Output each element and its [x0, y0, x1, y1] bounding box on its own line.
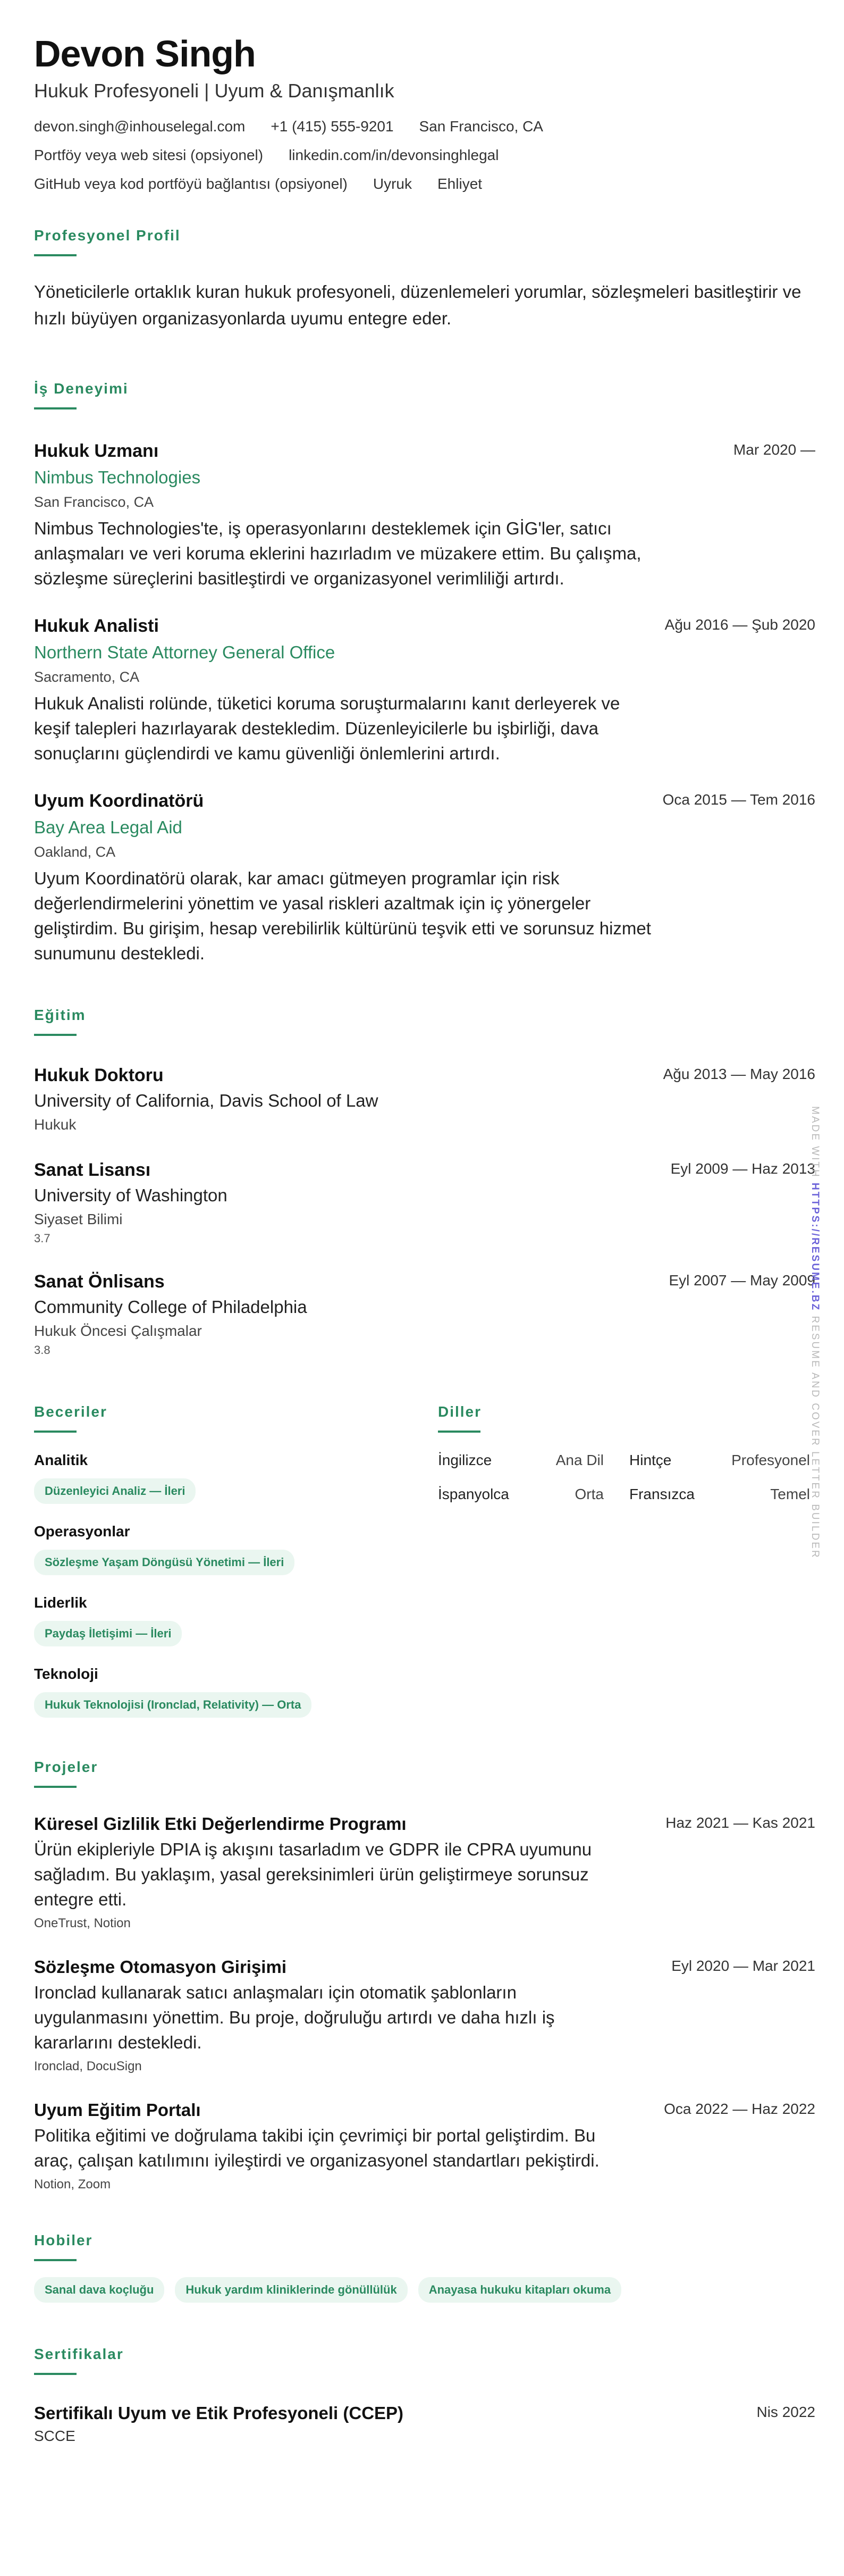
skills-section: [34, 1403, 438, 1718]
email-link[interactable]: devon.singh@inhouselegal.com: [34, 118, 246, 135]
project-date: Eyl 2020 — Mar 2021: [671, 1958, 815, 1974]
project-description: Politika eğitimi ve doğrulama takibi için çevrimiçi bir portal geliştirdim. Bu araç, çalışan katılımını iyileştirdi ve organizasyonel standartları pekiştirdi.: [34, 2126, 600, 2170]
section-divider: [34, 254, 77, 256]
hobby-chips: [34, 2277, 815, 2303]
education-date: Eyl 2007 — May 2009: [669, 1272, 815, 1289]
projects-section: [34, 1758, 815, 2193]
skill-chip-wrap: [34, 1692, 438, 1718]
language-name: Hintçe: [629, 1452, 672, 1468]
candidate-name: Devon Singh: [34, 33, 256, 74]
job-description: Hukuk Analisti rolünde, tüketici koruma soruşturmalarını kanıt derleyerek ve keşif talepleri hazırlayarak destekledim. Düzenleyicilerle bu işbirliği, dava sonuçlarını güçlendirdi ve kamu güvenliği önlemlerini artırdı.: [34, 693, 620, 763]
education-entry: [34, 1270, 815, 1358]
hobby-chip: Anayasa hukuku kitapları okuma: [418, 2277, 621, 2303]
skill-chip-wrap: [34, 1621, 438, 1646]
job-location: Oakland, CA: [34, 844, 116, 860]
language-level: Orta: [575, 1486, 604, 1502]
language-name: İspanyolca: [438, 1486, 509, 1502]
project-date: Oca 2022 — Haz 2022: [664, 2101, 815, 2117]
project-title: Küresel Gizlilik Etki Değerlendirme Programı: [34, 1814, 407, 1834]
language-item: [438, 1451, 619, 1470]
project-entry: [34, 2098, 815, 2193]
project-tools: OneTrust, Notion: [34, 1916, 131, 1930]
profile-summary: Yöneticilerle ortaklık kuran hukuk profesyoneli, düzenlemeleri yorumlar, sözleşmeleri basitleştirir ve hızlı büyüyen organizasyonlarda uyumu entegre eder.: [34, 282, 801, 328]
language-level: Profesyonel: [731, 1452, 810, 1468]
resume-page: [34, 32, 815, 2446]
section-title: Eğitim: [34, 1007, 86, 1023]
skill-category: Teknoloji: [34, 1666, 98, 1682]
github-link[interactable]: GitHub veya kod portföyü bağlantısı (opsiyonel): [34, 175, 348, 192]
education-date: Ağu 2013 — May 2016: [663, 1066, 815, 1082]
skill-chip-wrap: [34, 1550, 438, 1575]
project-entry: [34, 1955, 815, 2075]
section-title: Hobiler: [34, 2232, 93, 2248]
field-of-study: Siyaset Bilimi: [34, 1211, 123, 1227]
skill-category: Liderlik: [34, 1594, 87, 1611]
skill-chip: Paydaş İletişimi — İleri: [34, 1621, 182, 1646]
language-item: [438, 1485, 619, 1504]
project-date: Haz 2021 — Kas 2021: [665, 1814, 815, 1831]
skill-category: Operasyonlar: [34, 1523, 130, 1540]
section-title: Profesyonel Profil: [34, 227, 181, 244]
resume-header: [34, 32, 815, 194]
certification-entry: [34, 2402, 815, 2446]
language-name: İngilizce: [438, 1452, 492, 1468]
education-date: Eyl 2009 — Haz 2013: [670, 1160, 815, 1177]
section-divider: [34, 1431, 77, 1433]
skill-group: [34, 1522, 438, 1575]
job-description: Uyum Koordinatörü olarak, kar amacı gütmeyen programlar için risk değerlendirmelerini yönettim ve yasal riskleri azaltmak için iç yönergeler geliştirdim. Bu girişim, hesap verebilirlik kültürünü teşvik etti ve sorunsuz hizmet sunumunu destekledi.: [34, 868, 651, 963]
language-name: Fransızca: [629, 1486, 695, 1502]
section-divider: [438, 1431, 480, 1433]
job-title: Hukuk Uzmanı: [34, 441, 159, 461]
experience-entry: [34, 789, 815, 966]
linkedin-link[interactable]: linkedin.com/in/devonsinghlegal: [289, 147, 499, 163]
section-divider: [34, 1034, 77, 1036]
hobby-chip: Hukuk yardım kliniklerinde gönüllülük: [175, 2277, 407, 2303]
skill-chip-wrap: [34, 1478, 438, 1504]
certification-issuer: SCCE: [34, 2428, 75, 2444]
job-title: Uyum Koordinatörü: [34, 791, 204, 811]
education-section: [34, 1006, 815, 1358]
section-title: Diller: [438, 1403, 482, 1420]
job-location: Sacramento, CA: [34, 669, 140, 685]
school-name: Community College of Philadelphia: [34, 1297, 307, 1317]
skill-chip: Düzenleyici Analiz — İleri: [34, 1478, 196, 1504]
project-title: Uyum Eğitim Portalı: [34, 2100, 201, 2120]
nationality-text: Uyruk: [373, 175, 412, 192]
certifications-section: [34, 2345, 815, 2446]
skill-group: [34, 1665, 438, 1718]
section-title: Beceriler: [34, 1403, 107, 1420]
candidate-headline: Hukuk Profesyoneli | Uyum & Danışmanlık: [34, 80, 394, 102]
phone-number[interactable]: +1 (415) 555-9201: [271, 118, 394, 135]
project-description: Ironclad kullanarak satıcı anlaşmaları için otomatik şablonların uygulanmasını yönettim. Bu proje, doğruluğu artırdı ve daha hızlı iş kararlarını destekledi.: [34, 1983, 555, 2052]
certification-name: Sertifikalı Uyum ve Etik Profesyoneli (CCEP): [34, 2403, 404, 2423]
builder-watermark: [807, 1106, 823, 1559]
watermark-prefix: MADE WITH: [809, 1106, 821, 1178]
company-name: Bay Area Legal Aid: [34, 817, 182, 837]
watermark-link[interactable]: HTTPS://RESUME.BZ: [809, 1183, 821, 1312]
hobbies-section: [34, 2231, 815, 2303]
language-level: Ana Dil: [555, 1452, 604, 1468]
field-of-study: Hukuk Öncesi Çalışmalar: [34, 1323, 202, 1339]
project-tools: Notion, Zoom: [34, 2177, 111, 2192]
profile-section: [34, 227, 815, 332]
contact-row: [34, 117, 815, 136]
language-level: Temel: [770, 1486, 810, 1502]
license-text: Ehliyet: [437, 175, 483, 192]
skills-languages-row: [34, 1403, 815, 1718]
languages-grid: [438, 1451, 810, 1504]
experience-entry: [34, 439, 815, 591]
project-title: Sözleşme Otomasyon Girişimi: [34, 1957, 286, 1977]
language-item: [619, 1485, 810, 1504]
section-title: Sertifikalar: [34, 2346, 124, 2362]
gpa-value: 3.7: [34, 1232, 50, 1245]
skill-group: [34, 1451, 438, 1504]
section-divider: [34, 1786, 77, 1788]
school-name: University of Washington: [34, 1185, 227, 1205]
education-entry: [34, 1064, 815, 1135]
degree-title: Sanat Önlisans: [34, 1272, 165, 1292]
contact-row: [34, 146, 815, 165]
experience-section: [34, 380, 815, 966]
languages-section: [438, 1403, 810, 1718]
section-divider: [34, 407, 77, 409]
job-date: Ağu 2016 — Şub 2020: [664, 616, 815, 633]
job-date: Mar 2020 —: [733, 441, 815, 458]
project-description: Ürün ekipleriyle DPIA iş akışını tasarladım ve GDPR ile CPRA uyumunu sağladım. Bu yaklaşım, yasal gereksinimleri ürün geliştirmeye sorunsuz entegre etti.: [34, 1839, 592, 1909]
language-item: [619, 1451, 810, 1470]
skill-group: [34, 1593, 438, 1646]
location-text: San Francisco, CA: [419, 118, 543, 135]
project-entry: [34, 1812, 815, 1932]
job-title: Hukuk Analisti: [34, 616, 159, 636]
contact-row: [34, 174, 815, 194]
certification-date: Nis 2022: [756, 2404, 815, 2420]
section-title: Projeler: [34, 1759, 98, 1775]
section-title: İş Deneyimi: [34, 380, 129, 397]
hobby-chip: Sanal dava koçluğu: [34, 2277, 164, 2303]
skill-chip: Sözleşme Yaşam Döngüsü Yönetimi — İleri: [34, 1550, 294, 1575]
job-description: Nimbus Technologies'te, iş operasyonlarını desteklemek için GİG'ler, satıcı anlaşmaları ve veri koruma eklerini hazırladım ve müzakere ettim. Bu çalışma, sözleşme süreçlerini basitleştirdi ve organizasyonel verimliliği artırdı.: [34, 518, 642, 588]
portfolio-link[interactable]: Portföy veya web sitesi (opsiyonel): [34, 147, 264, 163]
skill-chip: Hukuk Teknolojisi (Ironclad, Relativity) — Orta: [34, 1692, 311, 1718]
degree-title: Sanat Lisansı: [34, 1160, 151, 1180]
gpa-value: 3.8: [34, 1343, 50, 1357]
field-of-study: Hukuk: [34, 1116, 77, 1133]
job-date: Oca 2015 — Tem 2016: [662, 791, 815, 808]
project-tools: Ironclad, DocuSign: [34, 2059, 142, 2073]
watermark-suffix: RESUME AND COVER LETTER BUILDER: [809, 1316, 821, 1559]
company-name: Northern State Attorney General Office: [34, 642, 335, 662]
education-entry: [34, 1158, 815, 1247]
school-name: University of California, Davis School of Law: [34, 1091, 378, 1110]
company-name: Nimbus Technologies: [34, 467, 201, 487]
experience-entry: [34, 614, 815, 766]
skill-category: Analitik: [34, 1452, 88, 1468]
degree-title: Hukuk Doktoru: [34, 1065, 164, 1085]
job-location: San Francisco, CA: [34, 494, 154, 510]
section-divider: [34, 2259, 77, 2261]
section-divider: [34, 2373, 77, 2375]
contact-info: [34, 117, 815, 194]
watermark-text: [807, 1106, 823, 1559]
